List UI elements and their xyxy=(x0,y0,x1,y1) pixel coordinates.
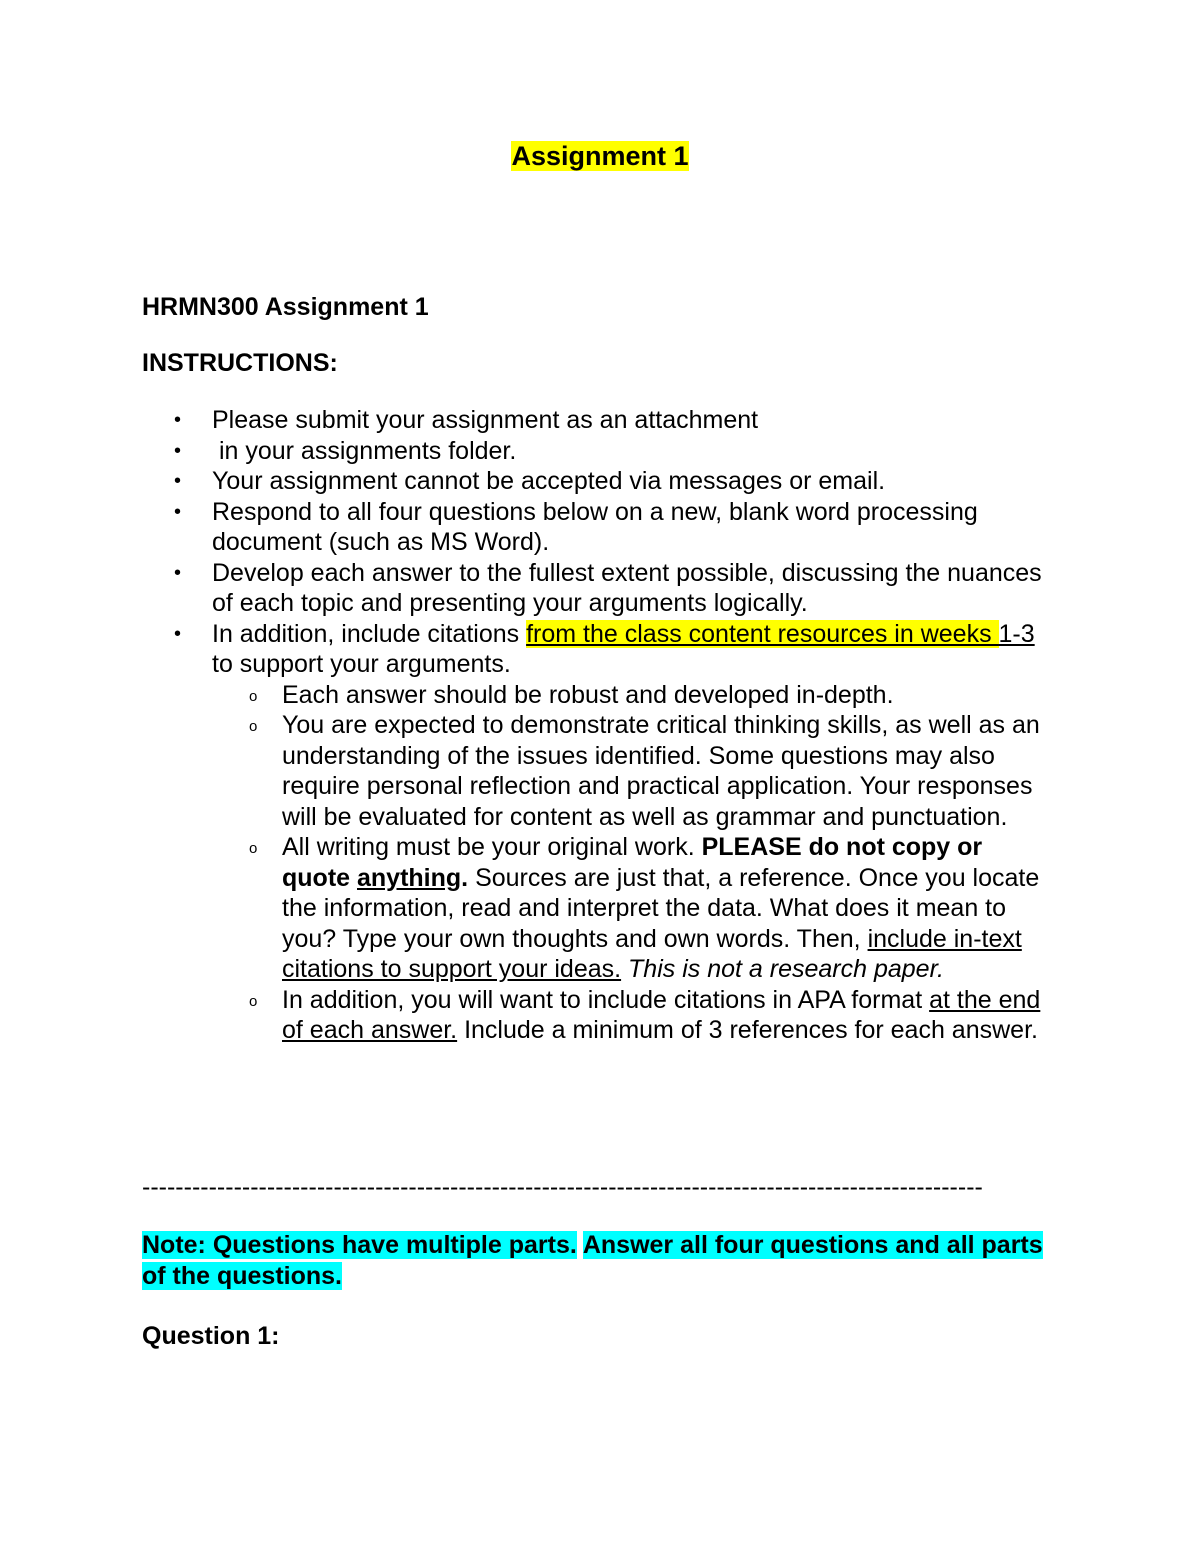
bullet-text: Your assignment cannot be accepted via messages or email. xyxy=(212,467,886,495)
note-paragraph xyxy=(142,1230,1072,1292)
spacer-text xyxy=(621,955,628,983)
sub-bullet-mid: Sources are just that, a reference. Once you locate the information, read and interpret the data. What does it mean to you? Type your own thoughts and own words. Then, xyxy=(282,863,1040,953)
sub-list-item xyxy=(212,985,1052,1046)
circle-bullet-icon: o xyxy=(249,992,258,1010)
instructions-list xyxy=(142,405,1052,1046)
list-item xyxy=(142,558,1052,619)
sub-list xyxy=(212,680,1052,1046)
sub-list-item xyxy=(212,710,1052,832)
circle-bullet-icon: o xyxy=(249,718,258,735)
page-title xyxy=(0,138,1200,174)
sub-list-item xyxy=(212,832,1052,985)
bullet-text: Develop each answer to the fullest extent possible, discussing the nuances of each topic and presenting your arguments logically. xyxy=(212,558,1042,617)
list-item xyxy=(142,466,1052,497)
course-heading: HRMN300 Assignment 1 xyxy=(142,293,429,321)
sub-bullet-text: You are expected to demonstrate critical thinking skills, as well as an understanding of the issues identified. Some questions may also require personal reflection and practical application. Your responses will be evaluated for content as well as grammar and punctuation. xyxy=(282,711,1040,831)
sub-bullet-post: Include a minimum of 3 references for each answer. xyxy=(457,1016,1038,1044)
bullet-text: in your assignments folder. xyxy=(212,436,517,465)
anything-emphasis: anything xyxy=(357,863,462,892)
note-highlight-2: Answer all four questions and all parts of the questions. xyxy=(142,1231,1043,1290)
end-of-answer-instruction: at the end of each answer. xyxy=(282,985,1041,1044)
bullet-text: Please submit your assignment as an attachment xyxy=(212,406,759,434)
bullet-icon: • xyxy=(174,409,182,431)
circle-bullet-icon: o xyxy=(249,840,258,857)
bullet-icon: • xyxy=(174,470,182,492)
dashed-divider: ----------------------------------------------------------------------------------------------------- xyxy=(142,1173,983,1201)
bullet-icon: • xyxy=(174,561,182,584)
sub-bullet-text: Each answer should be robust and developed in-depth. xyxy=(282,680,894,709)
question-1-heading: Question 1: xyxy=(142,1322,280,1350)
bullet-text-post: to support your arguments. xyxy=(212,650,511,678)
sub-bullet-pre: All writing must be your original work. xyxy=(282,833,702,861)
bullet-text: Respond to all four questions below on a new, blank word processing document (such as MS Word). xyxy=(212,497,978,556)
sub-bullet-pre: In addition, you will want to include citations in APA format xyxy=(282,985,930,1014)
bullet-icon: • xyxy=(174,500,182,523)
list-item xyxy=(142,619,1052,1046)
weeks-range-text: 1-3 xyxy=(998,619,1035,648)
warning-period: . xyxy=(461,863,469,892)
circle-bullet-icon: o xyxy=(249,687,258,705)
list-item xyxy=(142,405,1052,436)
in-text-citation-instruction: include in-text citations to support your ideas. xyxy=(282,924,1022,983)
sub-list-item xyxy=(212,680,1052,711)
list-item xyxy=(142,436,1052,467)
list-item xyxy=(142,497,1052,558)
title-highlight: Assignment 1 xyxy=(511,141,689,171)
bullet-icon: • xyxy=(174,622,182,645)
bullet-text-pre: In addition, include citations xyxy=(212,619,527,648)
do-not-copy-warning: PLEASE do not copy or quote xyxy=(282,833,983,892)
bullet-icon: • xyxy=(174,439,182,462)
not-research-paper-note: This is not a research paper. xyxy=(628,955,944,983)
instructions-heading: INSTRUCTIONS: xyxy=(142,349,338,377)
note-highlight-1: Note: Questions have multiple parts. xyxy=(142,1231,577,1259)
highlighted-resources-text: from the class content resources in weeks xyxy=(526,619,999,648)
